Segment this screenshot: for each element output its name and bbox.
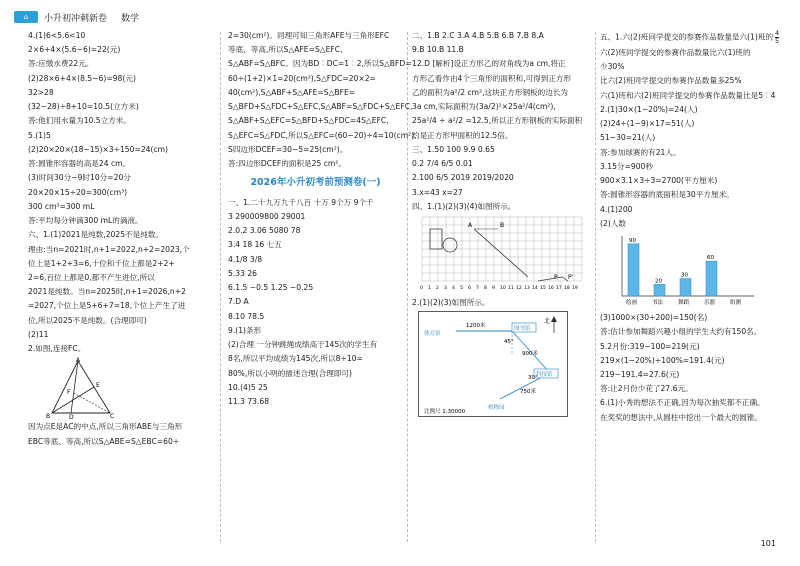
vertex-label-c: C (110, 413, 115, 420)
answer-column-4 (600, 30, 790, 426)
category-label: 绘画 (626, 300, 638, 307)
answer-line: 5.(1)5 (28, 130, 51, 140)
x-axis-number: 13 (524, 286, 530, 292)
answer-line: 2.100 6/5 2019 2019/2020 (412, 173, 514, 183)
x-axis-number: 11 (508, 286, 514, 292)
answer-line: 9.(1)条形 (228, 325, 262, 335)
answer-line: 比六(2)班同学提交的参赛作品数量多25% (600, 76, 742, 86)
answer-line: 答:平均每分钟滴300 mL的滴液。 (28, 216, 143, 226)
answer-line: 2=6,百位上都是0,都不产生进位,所以 (28, 272, 155, 282)
answer-line: (3)1000×(30÷200)=150(名) (600, 313, 708, 323)
grid-label-a: A (468, 222, 473, 230)
science-label: 科技馆 (536, 372, 553, 379)
x-axis-number: 19 (572, 286, 578, 292)
answer-line: 10.(4)5 25 (228, 382, 268, 392)
stadium-label: 体育馆 (424, 331, 441, 338)
answer-line: 少30% (600, 62, 625, 72)
answer-line: 8.10 78.5 (228, 311, 265, 321)
distance-750: 750米 (520, 389, 536, 396)
section-title: 2026年小升初考前预测卷(一) (250, 176, 381, 188)
answer-line: 一、1.二十九万九千八百 十万 9个万 9个千 (228, 197, 374, 207)
answer-line: 3.15分=900秒 (600, 161, 653, 171)
triangle-abc (52, 361, 110, 413)
fraction (775, 30, 779, 45)
answer-line: 7.D A (228, 297, 249, 307)
answer-line: 6.1.5 −0.5 1.25 −0.25 (228, 283, 314, 293)
answer-line: 四、1.(1)(2)(3)(4)如图所示。 (412, 201, 516, 211)
bar-3 (706, 261, 717, 296)
answer-text: 五、1.六(2)班同学提交的参赛作品数量是六(1)班的 (600, 32, 774, 42)
bar-chart (608, 232, 758, 310)
x-axis-number: 4 (452, 286, 455, 292)
answer-line: 答:他们用水量为10.5立方米。 (28, 116, 131, 126)
bar-value-label: 20 (655, 278, 662, 285)
answer-line: 0.2 7/4 6/5 0.01 (412, 159, 473, 169)
answer-line: 答:四边形DCEF的面积是25 cm²。 (228, 159, 346, 169)
page-header (14, 9, 139, 25)
answer-column-1 (28, 30, 216, 450)
answer-line: 等底、等高,所以S△AFE=S△EFC, (228, 45, 343, 55)
answer-line: 4.(1)6<5.6<10 (28, 31, 86, 40)
x-axis-number: 2 (436, 286, 439, 292)
answer-line: 2.如图,连接FC。 (28, 344, 86, 354)
point-p-segment (538, 277, 568, 281)
answer-line: 2021是纯数。当n=2025时,n+1=2026,n+2 (28, 287, 186, 297)
answer-line: S△ABF=S△BFC。因为BD︰DC=1︰2,所以S△BFD= (228, 59, 412, 69)
answer-column-2 (228, 30, 417, 410)
answer-line: (2)24÷(1−9)×17=51(人) (600, 119, 695, 129)
x-axis-number: 16 (548, 286, 554, 292)
rectangle-figure (430, 229, 442, 249)
bar-value-label: 90 (629, 237, 636, 244)
x-axis-numbers (420, 285, 578, 291)
answer-line: (2)28×6+4×(8.5−6)=98(元) (28, 73, 136, 83)
x-axis-number: 1 (428, 286, 431, 292)
answer-line: 32>28 (28, 87, 54, 97)
answer-line: 6.(1)小秀的想法不正确,因为每次抽奖都不正确。 (600, 398, 765, 408)
bar-2 (680, 279, 691, 296)
answer-line: 约是正方形甲面积的12.5倍。 (412, 130, 513, 140)
bar-value-label: 30 (681, 272, 688, 279)
answer-line: (2)合理 一分钟跳绳成绩高于145次的学生有 (228, 340, 378, 350)
answer-line: 六(1)班和六(2)班同学提交的参赛作品数量比是5︰4 (600, 90, 776, 100)
category-label: 舞蹈 (678, 300, 690, 307)
answer-line: S△ABF+S△EFC=S△BFD+S△FDC=4S△EFC, (228, 116, 389, 126)
answer-line: 5.33 26 (228, 268, 257, 278)
x-axis-number: 5 (460, 286, 463, 292)
answer-line: 900×3.1×3÷3=2700(平方厘米) (600, 176, 718, 186)
column-divider (595, 32, 596, 542)
answer-line: 2.(1)30×(1−20%)=24(人) (600, 104, 698, 114)
answer-line: (2)11 (28, 329, 49, 339)
grid-label-b: B (500, 222, 505, 230)
page-number: 101 (760, 539, 776, 548)
answer-line: 六(2)班同学提交的参赛作品数量比六(1)班的 (600, 48, 751, 58)
answer-line: =2027,个位上是5+6+7=18,个位上产生了进 (28, 301, 186, 311)
plant-label: 植物园 (488, 405, 505, 412)
fraction-numerator: 4 (775, 29, 780, 37)
answer-line: 4.1/8 3/8 (228, 254, 263, 264)
map-scale: 比例尺 1:30000 (424, 409, 466, 416)
x-axis-number: 12 (516, 286, 522, 292)
answer-line: 3a cm,实际面积为(3a/2)²×25a²/4(cm²), (412, 102, 556, 112)
answer-line: 答:应缴水费22元。 (28, 59, 94, 69)
answer-line: 2.(1)(2)(3)如图所示。 (412, 298, 490, 308)
x-axis-number: 15 (540, 286, 546, 292)
answer-line: 25a²/4 ÷ a²/2 =12.5,所以正方形钢板的实际面积 (412, 116, 583, 126)
x-axis-number: 0 (420, 286, 423, 292)
answer-column-3 (412, 30, 595, 417)
answer-line: 60÷(1+2)×1=20(cm²),S△FDC=20×2= (228, 73, 376, 83)
answer-line: 在奖奖的想法中,从圆柱中挖出一个最大的圆锥。 (600, 412, 762, 422)
angle-45: 45° (504, 339, 514, 346)
x-axis-number: 3 (444, 286, 447, 292)
vertex-label-d: D (69, 414, 74, 420)
segment-fc (74, 393, 110, 413)
distance-900: 900米 (522, 351, 538, 358)
column-divider (220, 32, 221, 542)
answer-line: 位上是1+2+3=6,十位和千位上都是2+2+ (28, 258, 175, 268)
answer-line: 乙的面积为a²/2 cm²,这块正方形钢板的边长为 (412, 87, 569, 97)
answer-line: 11.3 73.68 (228, 397, 270, 407)
map-border (419, 312, 568, 417)
brand-name: 小升初冲刺新卷 (44, 13, 108, 24)
answer-line: 219×(1−20%)÷100%=191.4(元) (600, 355, 725, 365)
answer-line: 51−30=21(人) (600, 133, 656, 143)
map-figure (418, 311, 568, 417)
answer-line: 答:圆锥形容器的高是24 cm。 (28, 159, 131, 169)
vertex-label-f: F (67, 389, 71, 397)
answer-line (600, 30, 790, 45)
answer-line: 3.4 18 16 七五 (228, 240, 282, 250)
x-axis-number: 6 (468, 286, 471, 292)
category-label: 书法 (652, 300, 664, 307)
answer-line: 位,所以2025不是纯数。(合理即可) (28, 315, 147, 325)
answer-line: 2.0.2 3.06 5080 78 (228, 226, 301, 236)
answer-line: 3.x=43 x=27 (412, 187, 463, 197)
bar-value-label: 60 (707, 255, 714, 262)
answer-line: 40(cm²),S△ABF+S△AFE=S△BFE= (228, 87, 356, 97)
coordinate-grid-figure (418, 215, 590, 295)
answer-line: 9.B 10.B 11.B (412, 45, 464, 55)
answer-line: 4.(1)200 (600, 204, 633, 214)
distance-1200: 1200米 (466, 323, 486, 330)
answer-line: 5.2月份:319−100=219(元) (600, 341, 700, 351)
answer-line: 2×6+4×(5.6−6)=22(元) (28, 45, 121, 55)
answer-line: 因为点E是AC的中点,所以三角形ABE与三角形 (28, 422, 183, 432)
answer-line: 219−191.4=27.6(元) (600, 370, 680, 379)
x-axis-number: 14 (532, 286, 538, 292)
x-axis-number: 18 (564, 286, 570, 292)
answer-line: (3)时间30分−9时10分=20分 (28, 173, 131, 183)
answer-line: 8名,所以平均成绩为145次,所以8÷10= (228, 354, 363, 364)
answer-line: 2=30(cm²)。同理可知三角形AFE与三角形EFC (228, 31, 390, 40)
x-axis-number: 7 (476, 286, 479, 292)
answer-line: 80%,所以小明的描述合理(合理即可) (228, 368, 352, 378)
fraction-denominator: 5 (775, 36, 780, 45)
answer-line: 答:估计参加舞蹈兴趣小组的学生大约有150名。 (600, 327, 762, 337)
vertex-label-e: E (96, 382, 100, 390)
answer-line: 答:让2月份少花了27.6元。 (600, 384, 693, 394)
answer-line: 三、1.50 100 9.9 0.65 (412, 144, 495, 154)
answer-line: 300 cm³=300 mL (28, 201, 95, 211)
x-axis-number: 9 (492, 286, 495, 292)
triangle-diagram (46, 357, 116, 419)
north-arrow-head (551, 316, 557, 322)
answer-line: (32−28)÷8+10=10.5(立方米) (28, 102, 139, 112)
answer-line: 答:圆锥形容器的底面积是30平方厘米。 (600, 190, 734, 200)
vertex-label-a: A (76, 357, 81, 365)
answer-line: 答:参加球赛的有21人。 (600, 147, 681, 157)
grid-label-p-prime: P' (568, 274, 574, 282)
answer-line: S△BFD+S△FDC+S△EFC,S△ABF=S△FDC+S△EFC, (228, 102, 413, 112)
bar-0 (628, 244, 639, 296)
line-ab (474, 229, 528, 277)
library-label: 图书馆 (514, 326, 531, 333)
answer-line: 3 290009800 29001 (228, 212, 306, 221)
answer-line: EBC等底、等高,所以S△ABE=S△EBC=60÷ (28, 436, 180, 446)
category-label: 组测 (730, 300, 742, 307)
circle-figure (443, 238, 457, 252)
x-axis-number: 17 (556, 286, 562, 292)
answer-line: S四边形DCEF=30−5=25(cm²)。 (228, 144, 348, 154)
category-label: 乐器 (704, 300, 716, 307)
answer-line: 方形乙看作由4个三角形的面积和,可得到正方形 (412, 73, 572, 83)
answer-line: 理由:当n=2021时,n+1=2022,n+2=2023,个 (28, 244, 190, 254)
answer-line: (2)20×20×(18−15)×3÷150=24(cm) (28, 144, 168, 154)
vertex-label-b: B (46, 413, 51, 420)
grid-label-p: P (554, 274, 558, 282)
x-axis-number: 10 (500, 286, 506, 292)
answer-line: (2)人数 (600, 218, 626, 228)
answer-line: 12.D [解析]设正方形乙的对角线为a cm,将正 (412, 59, 566, 69)
bar-1 (654, 284, 665, 296)
angle-30: 30° (528, 375, 538, 382)
answer-line: S△EFC=S△FDC,所以S△EFC=(60−20)÷4=10(cm²), (228, 130, 417, 140)
brand-logo: ⌂ (14, 11, 38, 23)
answer-line: 二、1.B 2.C 3.A 4.B 5.B 6.B 7.B 8.A (412, 31, 544, 40)
answer-line: 20×20×15÷20=300(cm³) (28, 187, 128, 197)
north-label: 北 (544, 318, 551, 326)
subject-name: 数学 (121, 13, 140, 24)
answer-line: 六、1.(1)2021是纯数,2025不是纯数。 (28, 230, 164, 240)
x-axis-number: 8 (484, 286, 487, 292)
